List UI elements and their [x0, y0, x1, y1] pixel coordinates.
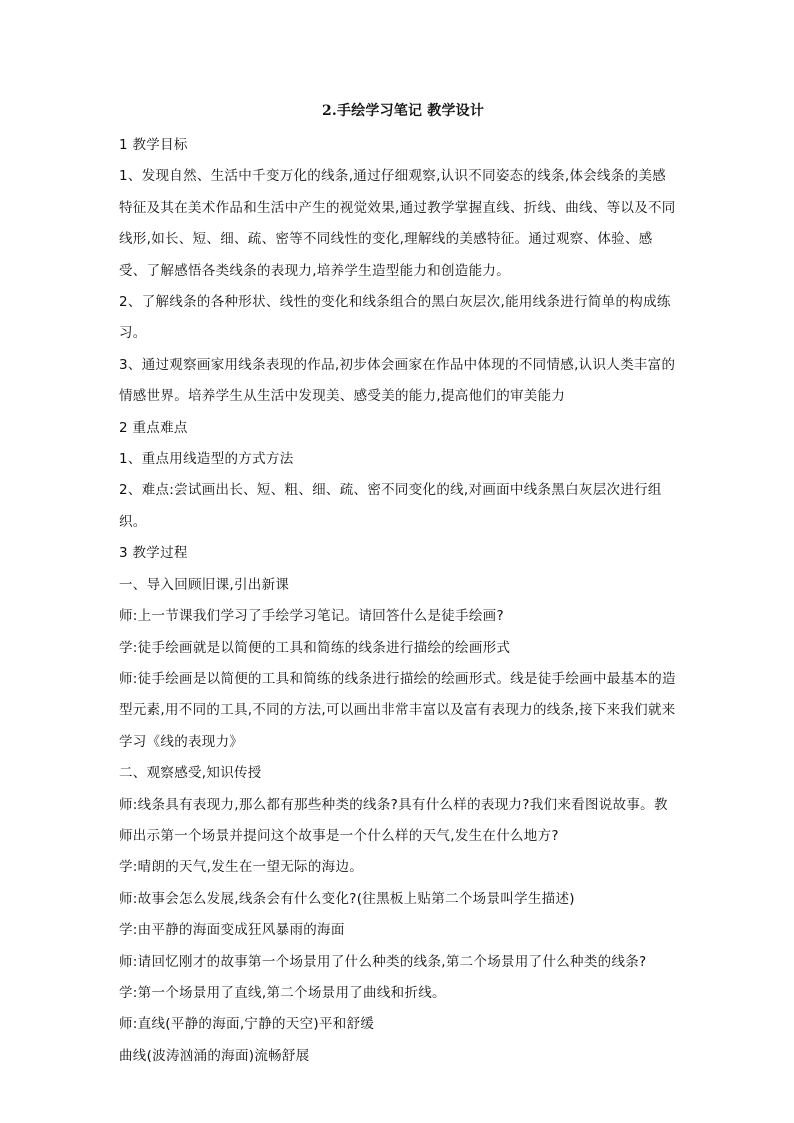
dialogue-line: 师:徒手绘画是以简便的工具和简练的线条进行描绘的绘画形式。线是徒手绘画中最基本的造型元素,用不同的工具,不同的方法,可以画出非常丰富以及富有表现力的线条,接下来我们就来学习《线的表现力》 — [119, 670, 676, 750]
dialogue-line: 学:第一个场景用了直线,第二个场景用了曲线和折线。 — [119, 984, 446, 1001]
section-heading-key-points: 2 重点难点 — [119, 419, 188, 436]
dialogue-line: 曲线(波涛汹涌的海面)流畅舒展 — [119, 1047, 310, 1064]
subheading-introduction: 一、导入回顾旧课,引出新课 — [119, 576, 290, 593]
paragraph-objective-1: 1、发现自然、生活中千变万化的线条,通过仔细观察,认识不同姿态的线条,体会线条的美感特征及其在美术作品和生活中产生的视觉效果,通过教学掌握直线、折线、曲线、等以及不同线形,如长、短、细、疏、密等不同线性的变化,理解线的美感特征。通过观察、体验、感受、了解感悟各类线条的表现力,培养学生造型能力和创造能力。 — [119, 168, 676, 279]
paragraph-difficulty: 2、难点:尝试画出长、短、粗、细、疏、密不同变化的线,对画面中线条黑白灰层次进行组织。 — [119, 482, 662, 530]
section-heading-process: 3 教学过程 — [119, 545, 188, 562]
dialogue-line: 师:直线(平静的海面,宁静的天空)平和舒缓 — [119, 1016, 375, 1033]
dialogue-line: 师:请回忆刚才的故事第一个场景用了什么种类的线条,第二个场景用了什么种类的线条? — [119, 953, 647, 970]
dialogue-line: 师:故事会怎么发展,线条会有什么变化?(往黑板上贴第二个场景叫学生描述) — [119, 890, 575, 907]
dialogue-line: 学:徒手绘画就是以简便的工具和简练的线条进行描绘的绘画形式 — [119, 639, 511, 656]
dialogue-line: 师:上一节课我们学习了手绘学习笔记。请回答什么是徒手绘画? — [119, 608, 504, 625]
section-heading-objectives: 1 教学目标 — [119, 137, 188, 153]
dialogue-line: 学:由平静的海面变成狂风暴雨的海面 — [119, 922, 345, 939]
document-title: 2.手绘学习笔记 教学设计 — [321, 103, 485, 119]
paragraph-objective-3: 3、通过观察画家用线条表现的作品,初步体会画家在作品中体现的不同情感,认识人类丰富的情感世界。培养学生从生活中发现美、感受美的能力,提高他们的审美能力 — [119, 356, 676, 405]
subheading-observation: 二、观察感受,知识传授 — [119, 765, 262, 782]
document-body — [119, 130, 679, 1072]
paragraph-objective-2: 2、了解线条的各种形状、线性的变化和线条组合的黑白灰层次,能用线条进行简单的构成练习。 — [119, 294, 671, 342]
dialogue-line: 学:晴朗的天气,发生在一望无际的海边。 — [119, 859, 364, 876]
dialogue-line: 师:线条具有表现力,那么都有那些种类的线条?具有什么样的表现力?我们来看图说故事。教师出示第一个场景并提问这个故事是一个什么样的天气,发生在什么地方? — [119, 796, 668, 844]
paragraph-key-point: 1、重点用线造型的方式方法 — [119, 451, 294, 468]
